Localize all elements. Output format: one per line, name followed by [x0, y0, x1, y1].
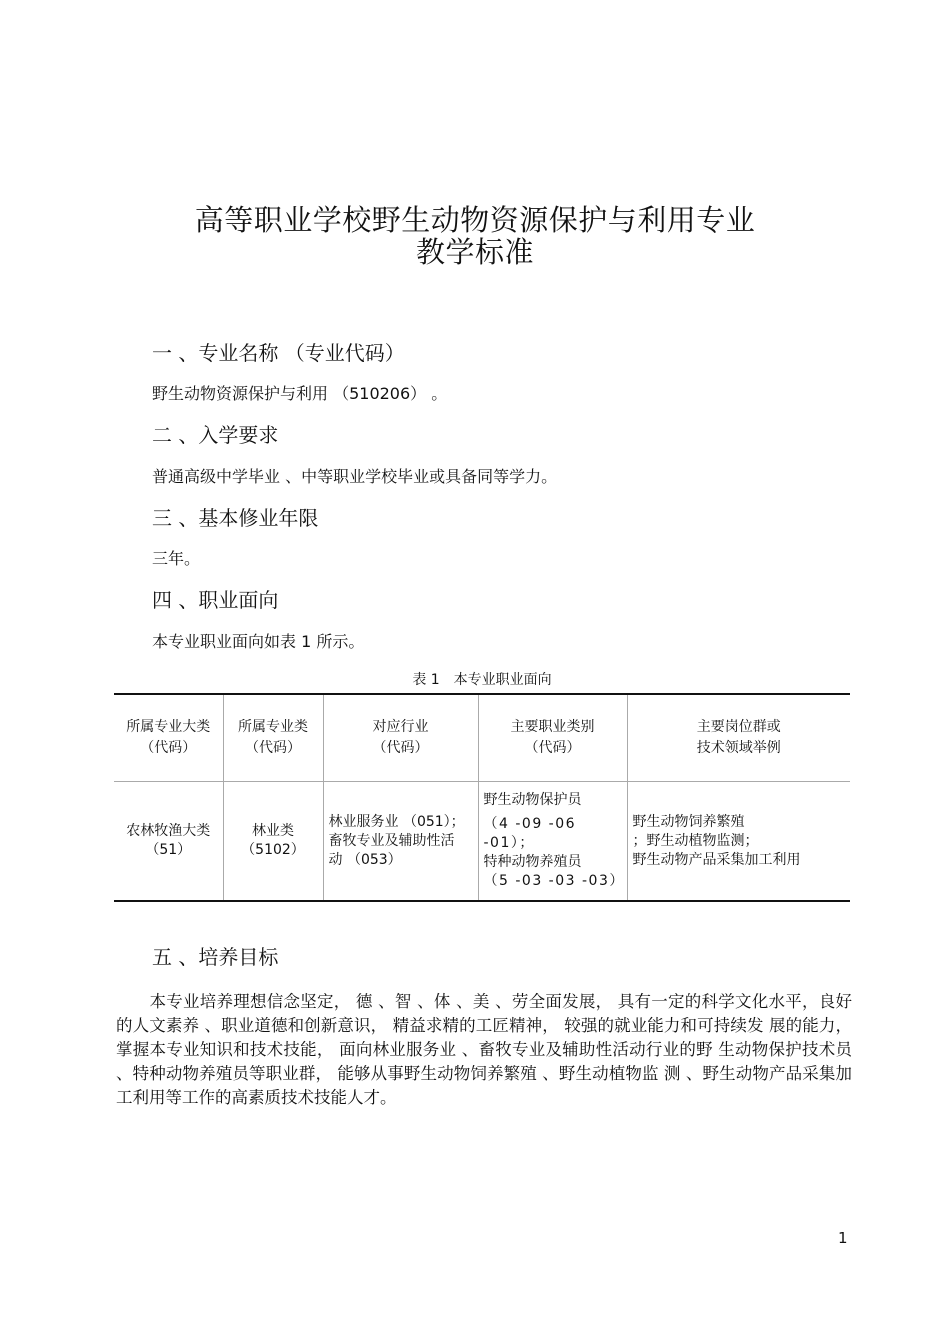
table-row: [114, 782, 850, 902]
section-body-1: 野生动物资源保护与利用 （510206） 。: [152, 384, 448, 403]
cell-industry: 林业服务业 （051）； 畜牧专业及辅助性活 动 （053）: [323, 782, 478, 902]
document-title-line1: 高等职业学校野生动物资源保护与利用专业: [194, 203, 756, 237]
cell-major-category: 农林牧渔大类 （51）: [114, 782, 223, 902]
header-industry: 对应行业 （代码）: [323, 694, 478, 782]
page-number: 1: [838, 1229, 848, 1247]
section-heading-1: 一 、专业名称 （专业代码）: [152, 341, 405, 365]
section-heading-3: 三 、基本修业年限: [152, 506, 319, 530]
header-job-groups: 主要岗位群或 技术领域举例: [627, 694, 850, 782]
section-heading-2: 二 、入学要求: [152, 423, 279, 447]
table-caption-text: 本专业职业面向: [453, 672, 552, 688]
section-body-4: 本专业职业面向如表 1 所示。: [152, 632, 365, 651]
header-major-category: 所属专业大类 （代码）: [114, 694, 223, 782]
cell-major-class: 林业类 （5102）: [223, 782, 323, 902]
section-heading-5: 五 、培养目标: [152, 945, 279, 969]
document-title-line2: 教学标准: [415, 235, 534, 269]
cell-job-groups: 野生动物饲养繁殖 ；野生动植物监测； 野生动物产品采集加工利用: [627, 782, 850, 902]
table-caption: [0, 669, 950, 691]
cell-occupation: 野生动物保护员 （4 -09 -06 -01）； 特种动物养殖员 （5 -03 -03 -03）: [478, 782, 627, 902]
table-header-row: [114, 694, 850, 782]
occupation-table: [114, 693, 850, 902]
section-body-2: 普通高级中学毕业 、中等职业学校毕业或具备同等学力。: [152, 467, 558, 486]
section-heading-4: 四 、职业面向: [152, 588, 279, 612]
header-occupation: 主要职业类别 （代码）: [478, 694, 627, 782]
header-major-class: 所属专业类 （代码）: [223, 694, 323, 782]
section-body-5: 本专业培养理想信念坚定， 德 、智 、体 、美 、劳全面发展， 具有一定的科学文化水平，良好的人文素养 、职业道德和创新意识， 精益求精的工匠精神， 较强的就业能力和可持续发 展的能力， 掌握本专业知识和技术技能， 面向林业服务业 、畜牧专业及辅助性活动行业的野 生动物保护技术员 、特种动物养殖员等职业群， 能够从事野生动物饲养繁殖 、野生动植物监 测 、野生动物产品采集加工利用等工作的高素质技术技能人才。: [116, 992, 852, 1107]
table-caption-number: 表 1: [412, 672, 440, 688]
section-body-3: 三年。: [152, 549, 201, 568]
